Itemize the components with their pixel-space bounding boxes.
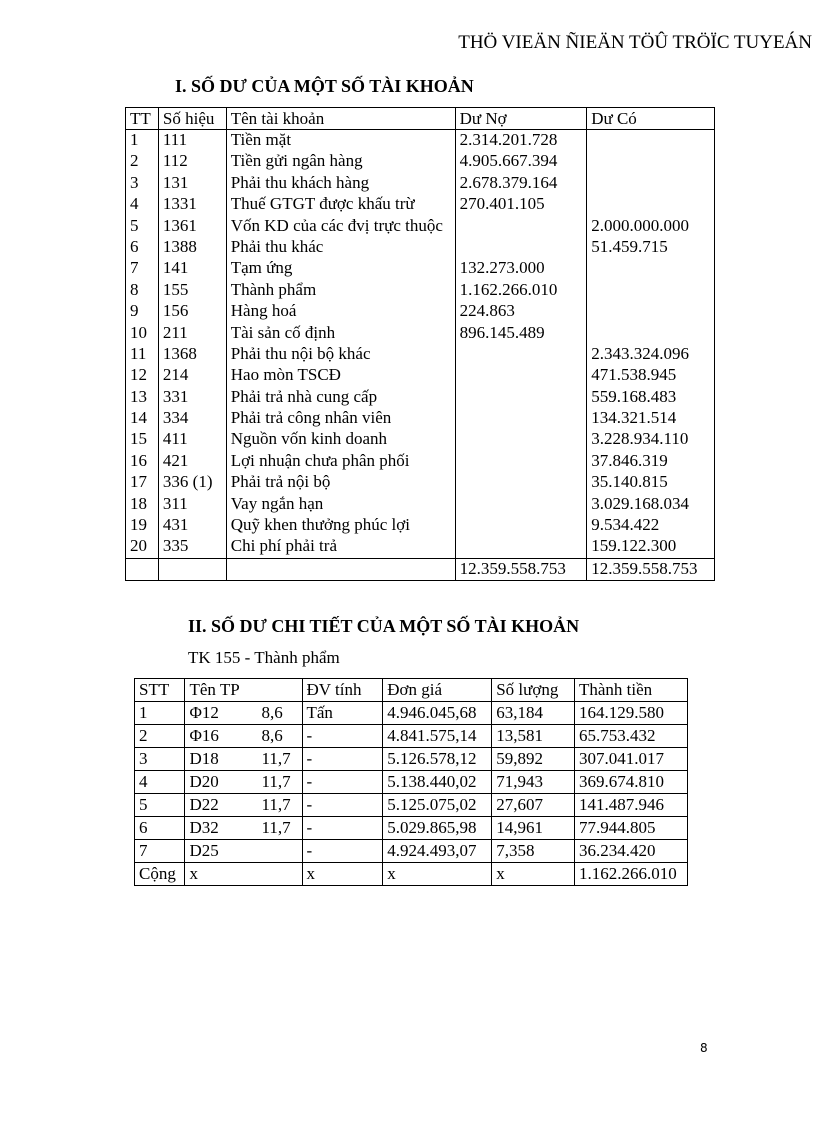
- quantity-cell: 14,961: [492, 817, 575, 840]
- col-thanh-tien: Thành tiền: [574, 679, 687, 702]
- table-cell: [455, 494, 587, 515]
- quantity-cell: 27,607: [492, 794, 575, 817]
- total-row: [126, 558, 715, 580]
- table-cell: 336 (1): [158, 472, 226, 493]
- table-cell: 270.401.105: [455, 194, 587, 215]
- table-row: [126, 472, 715, 493]
- table-row: [126, 387, 715, 408]
- product-cell: [185, 725, 302, 748]
- table-cell: 111: [158, 130, 226, 152]
- table-row: [126, 194, 715, 215]
- product-name: D18: [189, 749, 219, 768]
- product-cell: [185, 748, 302, 771]
- table-cell: 159.122.300: [587, 536, 715, 558]
- table-cell: 411: [158, 429, 226, 450]
- section1-title: I. SỐ DƯ CỦA MỘT SỐ TÀI KHOẢN: [175, 76, 474, 96]
- unit-cell: -: [302, 794, 383, 817]
- total-cell: [126, 558, 159, 580]
- page-header: THÖ VIEÄN ÑIEÄN TÖÛ TRÖÏC TUYEÁN: [458, 32, 812, 53]
- table-cell: Lợi nhuận chưa phân phối: [226, 451, 455, 472]
- table-cell: 112: [158, 151, 226, 172]
- table-cell: Phải trả nội bộ: [226, 472, 455, 493]
- price-cell: 5.029.865,98: [383, 817, 492, 840]
- table-cell: 20: [126, 536, 159, 558]
- table-cell: 10: [126, 323, 159, 344]
- table-cell: [455, 472, 587, 493]
- amount-cell: 65.753.432: [574, 725, 687, 748]
- table-cell: 3.228.934.110: [587, 429, 715, 450]
- table-cell: 2.314.201.728: [455, 130, 587, 152]
- table-cell: Vay ngắn hạn: [226, 494, 455, 515]
- col-so-hieu: Số hiệu: [158, 108, 226, 130]
- table-cell: [455, 429, 587, 450]
- unit-cell: -: [302, 817, 383, 840]
- table-cell: 1: [126, 130, 159, 152]
- table-cell: 335: [158, 536, 226, 558]
- table-cell: [455, 536, 587, 558]
- table-cell: 13: [126, 387, 159, 408]
- col-don-gia: Đơn giá: [383, 679, 492, 702]
- total-label: Cộng: [135, 863, 185, 886]
- stt-cell: 1: [135, 702, 185, 725]
- price-cell: 4.946.045,68: [383, 702, 492, 725]
- total-thanh-tien: 1.162.266.010: [574, 863, 687, 886]
- table-row: [126, 280, 715, 301]
- table-row: [126, 301, 715, 322]
- quantity-cell: 13,581: [492, 725, 575, 748]
- total-du-co: 12.359.558.753: [587, 558, 715, 580]
- table-row: [135, 840, 688, 863]
- table-cell: 11: [126, 344, 159, 365]
- table-cell: Phải thu khách hàng: [226, 173, 455, 194]
- stt-cell: 4: [135, 771, 185, 794]
- table-cell: 2.000.000.000: [587, 216, 715, 237]
- table-cell: Tiền gửi ngân hàng: [226, 151, 455, 172]
- table-cell: 896.145.489: [455, 323, 587, 344]
- table-cell: 9: [126, 301, 159, 322]
- table-cell: 4.905.667.394: [455, 151, 587, 172]
- total-cell: x: [185, 863, 302, 886]
- quantity-cell: 7,358: [492, 840, 575, 863]
- product-size: 8,6: [261, 726, 283, 745]
- col-stt: STT: [135, 679, 185, 702]
- table-row: [135, 817, 688, 840]
- table-cell: 431: [158, 515, 226, 536]
- product-size: 11,7: [261, 772, 291, 791]
- table-cell: Phải thu khác: [226, 237, 455, 258]
- table-header-row: [135, 679, 688, 702]
- table-row: [135, 725, 688, 748]
- table-cell: [455, 216, 587, 237]
- table-cell: 37.846.319: [587, 451, 715, 472]
- table-cell: 3: [126, 173, 159, 194]
- col-ten-tai-khoan: Tên tài khoản: [226, 108, 455, 130]
- table-row: [126, 365, 715, 386]
- stt-cell: 6: [135, 817, 185, 840]
- finished-goods-table: [134, 678, 688, 886]
- table-row: [126, 323, 715, 344]
- table-cell: Phải trả nhà cung cấp: [226, 387, 455, 408]
- product-cell: [185, 702, 302, 725]
- table-cell: 134.321.514: [587, 408, 715, 429]
- table-cell: [587, 323, 715, 344]
- amount-cell: 307.041.017: [574, 748, 687, 771]
- product-name: D25: [189, 841, 219, 860]
- table-header-row: [126, 108, 715, 130]
- table-cell: 19: [126, 515, 159, 536]
- table-cell: 6: [126, 237, 159, 258]
- table-cell: [587, 151, 715, 172]
- price-cell: 5.125.075,02: [383, 794, 492, 817]
- amount-cell: 164.129.580: [574, 702, 687, 725]
- table-cell: 331: [158, 387, 226, 408]
- table-cell: Phải trả công nhân viên: [226, 408, 455, 429]
- table-row: [126, 216, 715, 237]
- table-cell: Quỹ khen thưởng phúc lợi: [226, 515, 455, 536]
- table-row: [126, 494, 715, 515]
- product-name: D22: [189, 795, 219, 814]
- table-cell: [455, 237, 587, 258]
- table-cell: Thuế GTGT được khấu trừ: [226, 194, 455, 215]
- product-size: 8,6: [261, 703, 283, 722]
- table-cell: [587, 258, 715, 279]
- table-cell: Chi phí phải trả: [226, 536, 455, 558]
- price-cell: 4.841.575,14: [383, 725, 492, 748]
- amount-cell: 77.944.805: [574, 817, 687, 840]
- table-cell: 1361: [158, 216, 226, 237]
- table-cell: 131: [158, 173, 226, 194]
- table-row: [135, 794, 688, 817]
- page-number: 8: [700, 1041, 708, 1055]
- table-cell: Phải thu nội bộ khác: [226, 344, 455, 365]
- price-cell: 4.924.493,07: [383, 840, 492, 863]
- unit-cell: -: [302, 748, 383, 771]
- table-cell: 141: [158, 258, 226, 279]
- table-row: [126, 237, 715, 258]
- table-cell: [455, 451, 587, 472]
- table-cell: 12: [126, 365, 159, 386]
- table-row: [135, 748, 688, 771]
- table-cell: 132.273.000: [455, 258, 587, 279]
- stt-cell: 2: [135, 725, 185, 748]
- table-cell: 9.534.422: [587, 515, 715, 536]
- product-name: D32: [189, 818, 219, 837]
- table-cell: 3.029.168.034: [587, 494, 715, 515]
- table-cell: [587, 280, 715, 301]
- amount-cell: 36.234.420: [574, 840, 687, 863]
- table-cell: 471.538.945: [587, 365, 715, 386]
- col-du-co: Dư Có: [587, 108, 715, 130]
- table-cell: Hao mòn TSCĐ: [226, 365, 455, 386]
- table-row: [126, 258, 715, 279]
- total-row: [135, 863, 688, 886]
- table-cell: 18: [126, 494, 159, 515]
- table-cell: [455, 387, 587, 408]
- table-row: [126, 344, 715, 365]
- table-cell: 211: [158, 323, 226, 344]
- product-size: 11,7: [261, 818, 291, 837]
- amount-cell: 141.487.946: [574, 794, 687, 817]
- table-cell: 2.343.324.096: [587, 344, 715, 365]
- table-row: [126, 130, 715, 152]
- stt-cell: 3: [135, 748, 185, 771]
- table-cell: 1331: [158, 194, 226, 215]
- product-name: Φ16: [189, 726, 219, 745]
- product-cell: [185, 840, 302, 863]
- product-name: Φ12: [189, 703, 219, 722]
- table-cell: 224.863: [455, 301, 587, 322]
- table-cell: 334: [158, 408, 226, 429]
- table-cell: [587, 301, 715, 322]
- table-cell: [455, 515, 587, 536]
- table-cell: 156: [158, 301, 226, 322]
- table-cell: [455, 365, 587, 386]
- product-cell: [185, 771, 302, 794]
- table-cell: [587, 173, 715, 194]
- col-du-no: Dư Nợ: [455, 108, 587, 130]
- table-cell: 559.168.483: [587, 387, 715, 408]
- table-row: [126, 451, 715, 472]
- table-cell: 15: [126, 429, 159, 450]
- table-row: [135, 702, 688, 725]
- account-balance-table: [125, 107, 715, 581]
- table-row: [126, 429, 715, 450]
- total-cell: x: [492, 863, 575, 886]
- product-name: D20: [189, 772, 219, 791]
- table-row: [135, 771, 688, 794]
- total-cell: [226, 558, 455, 580]
- table-row: [126, 536, 715, 558]
- table-cell: 14: [126, 408, 159, 429]
- table-cell: 2.678.379.164: [455, 173, 587, 194]
- table-cell: 35.140.815: [587, 472, 715, 493]
- product-size: 11,7: [261, 749, 291, 768]
- stt-cell: 7: [135, 840, 185, 863]
- product-cell: [185, 794, 302, 817]
- table-cell: [455, 408, 587, 429]
- price-cell: 5.126.578,12: [383, 748, 492, 771]
- table-cell: Hàng hoá: [226, 301, 455, 322]
- unit-cell: -: [302, 840, 383, 863]
- table-cell: 4: [126, 194, 159, 215]
- table-cell: 311: [158, 494, 226, 515]
- stt-cell: 5: [135, 794, 185, 817]
- col-so-luong: Số lượng: [492, 679, 575, 702]
- table-cell: [587, 130, 715, 152]
- quantity-cell: 59,892: [492, 748, 575, 771]
- table-row: [126, 515, 715, 536]
- table-row: [126, 408, 715, 429]
- total-du-no: 12.359.558.753: [455, 558, 587, 580]
- table-cell: 17: [126, 472, 159, 493]
- unit-cell: -: [302, 725, 383, 748]
- table-cell: 5: [126, 216, 159, 237]
- table-cell: Vốn KD của các đvị trực thuộc: [226, 216, 455, 237]
- product-cell: [185, 817, 302, 840]
- col-tt: TT: [126, 108, 159, 130]
- table-cell: Tạm ứng: [226, 258, 455, 279]
- table-cell: 2: [126, 151, 159, 172]
- table-cell: 421: [158, 451, 226, 472]
- product-size: 11,7: [261, 795, 291, 814]
- table-cell: 1368: [158, 344, 226, 365]
- section2-title: II. SỐ DƯ CHI TIẾT CỦA MỘT SỐ TÀI KHOẢN: [188, 616, 580, 636]
- section2-subtitle: TK 155 - Thành phẩm: [188, 648, 340, 667]
- table-cell: Tài sản cố định: [226, 323, 455, 344]
- unit-cell: -: [302, 771, 383, 794]
- total-cell: x: [383, 863, 492, 886]
- table-cell: 16: [126, 451, 159, 472]
- unit-cell: Tấn: [302, 702, 383, 725]
- table-cell: 7: [126, 258, 159, 279]
- table-cell: 155: [158, 280, 226, 301]
- table-cell: Tiền mặt: [226, 130, 455, 152]
- col-ten-tp: Tên TP: [185, 679, 302, 702]
- price-cell: 5.138.440,02: [383, 771, 492, 794]
- table-row: [126, 151, 715, 172]
- amount-cell: 369.674.810: [574, 771, 687, 794]
- table-cell: 51.459.715: [587, 237, 715, 258]
- total-cell: x: [302, 863, 383, 886]
- table-cell: Nguồn vốn kinh doanh: [226, 429, 455, 450]
- table-cell: 214: [158, 365, 226, 386]
- table-row: [126, 173, 715, 194]
- table-cell: 1388: [158, 237, 226, 258]
- quantity-cell: 63,184: [492, 702, 575, 725]
- col-dv-tinh: ĐV tính: [302, 679, 383, 702]
- total-cell: [158, 558, 226, 580]
- table-cell: 1.162.266.010: [455, 280, 587, 301]
- table-cell: 8: [126, 280, 159, 301]
- table-cell: [587, 194, 715, 215]
- quantity-cell: 71,943: [492, 771, 575, 794]
- table-cell: Thành phẩm: [226, 280, 455, 301]
- table-cell: [455, 344, 587, 365]
